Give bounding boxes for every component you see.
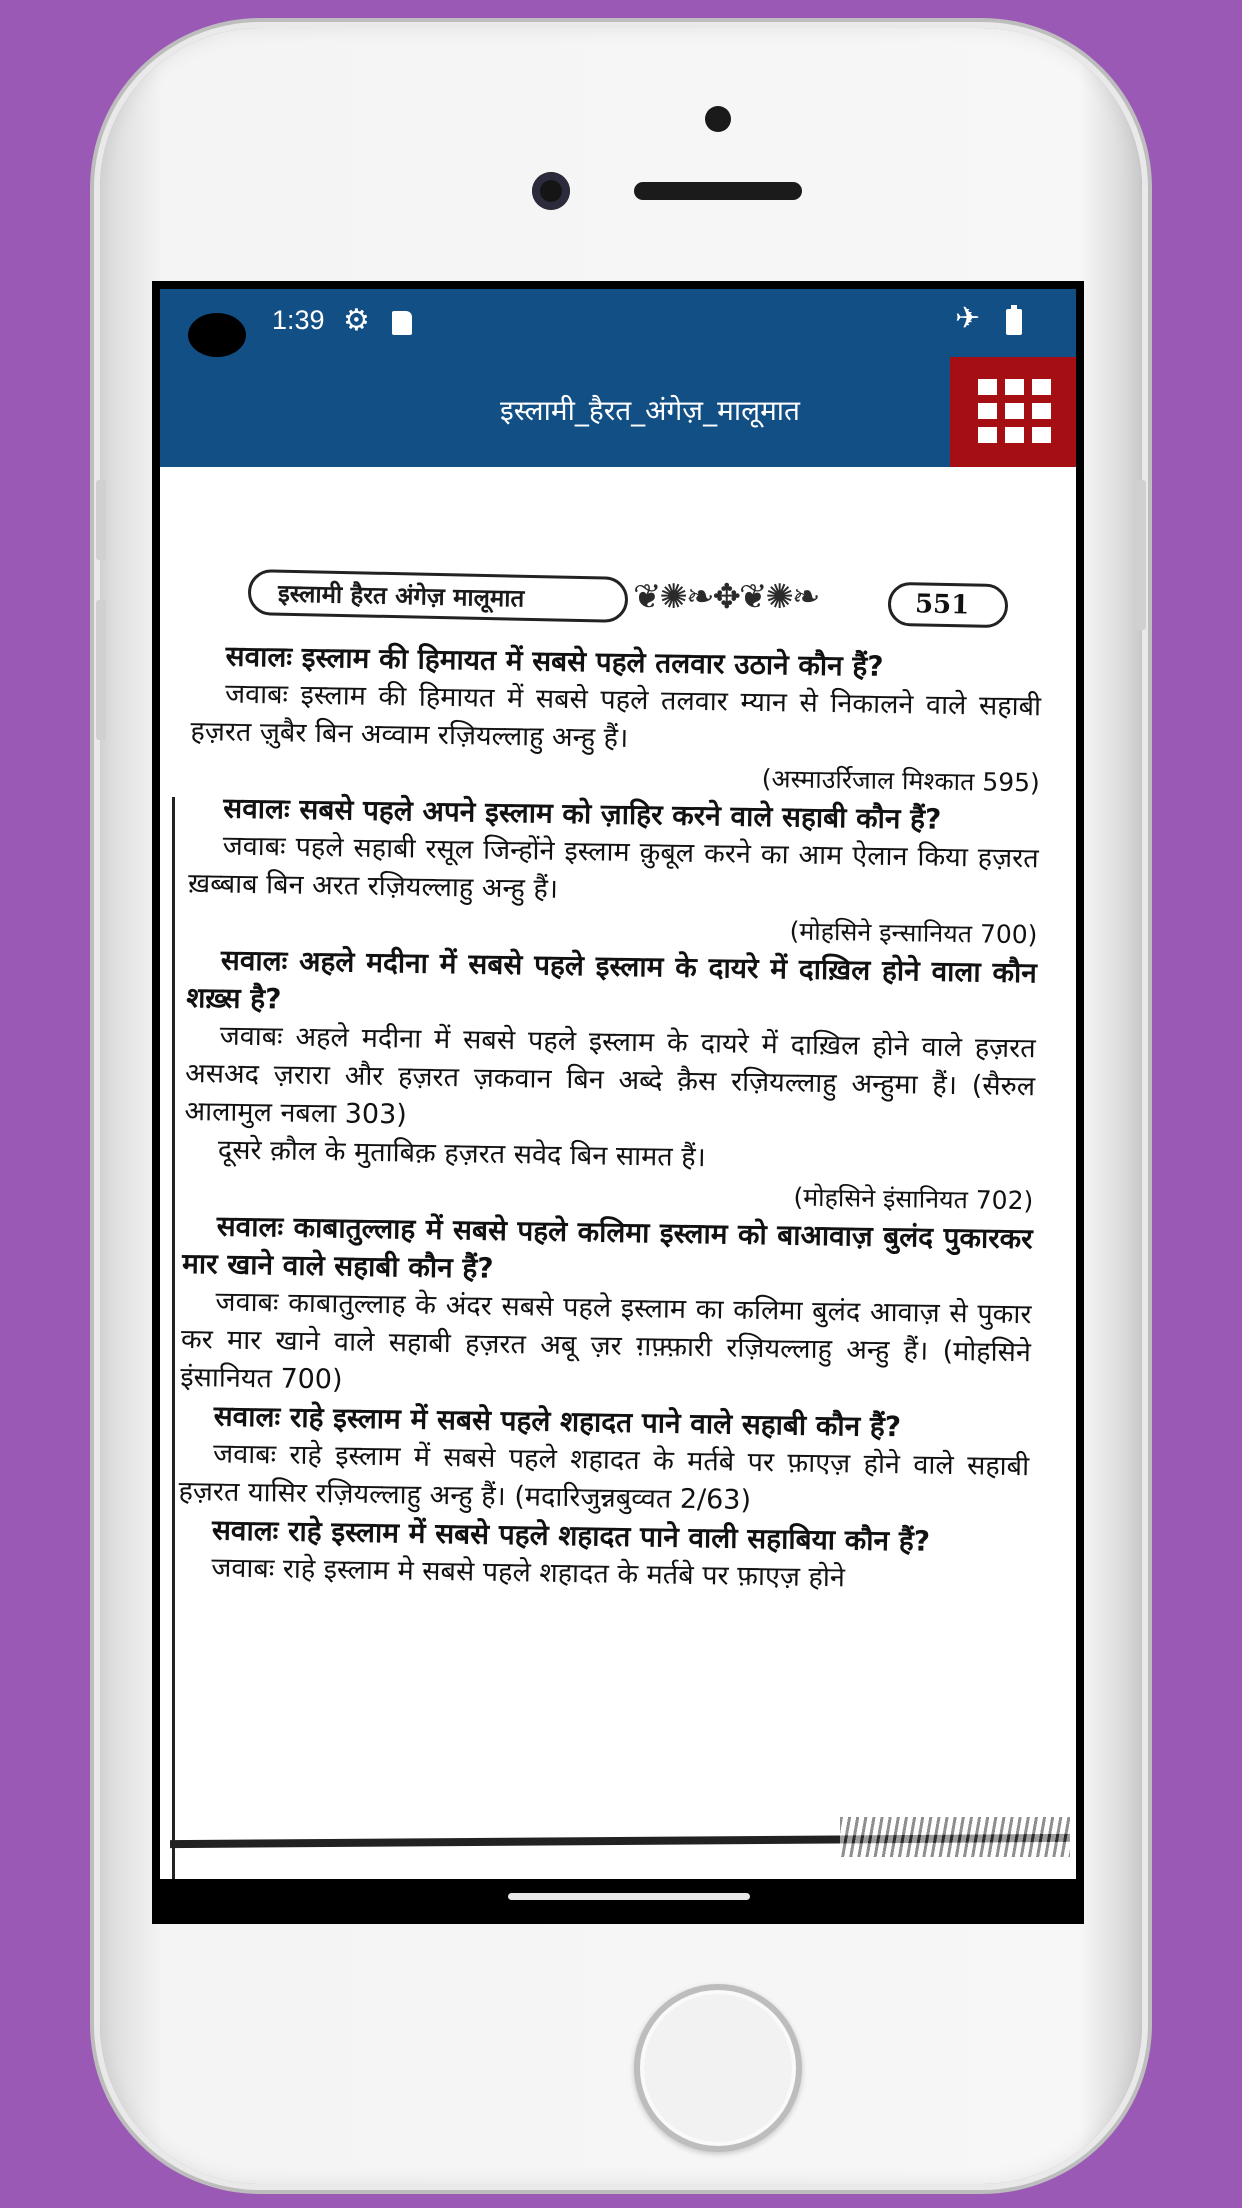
status-bar bbox=[160, 289, 1076, 357]
navigation-bar bbox=[160, 1879, 1076, 1916]
power-button bbox=[1136, 480, 1146, 630]
page-number: 551 bbox=[914, 589, 970, 621]
sd-card-icon bbox=[392, 311, 412, 335]
scanned-page bbox=[160, 467, 1076, 1879]
gesture-handle[interactable] bbox=[508, 1893, 750, 1900]
grid-menu-button[interactable] bbox=[950, 357, 1076, 467]
answer-paragraph: जवाबः राहे इस्लाम में सबसे पहले शहादत के मर्तबे पर फ़ाएज़ होने वाले सहाबी हज़रत यासिर रज़ियल्लाहु अन्हु हैं। (मदारिजुन्नबुव्वत 2/63) bbox=[178, 1438, 1030, 1516]
page-number-frame bbox=[888, 582, 1009, 629]
question-paragraph: सवालः सबसे पहले अपने इस्लाम को ज़ाहिर करने वाले सहाबी कौन हैं? bbox=[223, 791, 942, 836]
answer-paragraph: जवाबः राहे इस्लाम मे सबसे पहले शहादत के मर्तबे पर फ़ाएज़ होने bbox=[211, 1552, 846, 1594]
home-button[interactable] bbox=[634, 1984, 802, 2152]
battery-icon bbox=[1006, 309, 1022, 335]
answer-paragraph: जवाबः अहले मदीना में सबसे पहले इस्लाम के दायरे में दाख़िल होने वाले हज़रत असअद ज़रारा और हज़रत ज़कवान बिन अब्दे क़ैस रज़ियल्लाहु अन्हुमा हैं। (सैरुल आलामुल नबला 303) bbox=[184, 1020, 1036, 1131]
book-page-viewer[interactable] bbox=[160, 467, 1076, 1879]
earpiece-speaker bbox=[634, 182, 802, 200]
front-camera bbox=[532, 172, 570, 210]
volume-up-button bbox=[96, 600, 106, 740]
phone-screen bbox=[152, 281, 1084, 1924]
app-title: इस्लामी_हैरत_अंगेज़_मालूमात bbox=[500, 394, 801, 427]
airplane-mode-icon: ✈ bbox=[955, 301, 981, 336]
app-bar bbox=[160, 357, 1076, 467]
scan-artifact bbox=[840, 1817, 1070, 1857]
answer-paragraph: जवाबः काबातुल्लाह के अंदर सबसे पहले इस्लाम का कलिमा बुलंद आवाज़ से पुकार कर मार खाने वाले सहाबी हज़रत अबू ज़र ग़फ़्फ़ारी रज़ियल्लाहु अन्हु हैं। (मोहसिने इंसानियत 700) bbox=[180, 1286, 1032, 1396]
settings-gear-icon: ⚙ bbox=[343, 303, 370, 338]
question-paragraph: सवालः राहे इस्लाम में सबसे पहले शहादत पाने वाली सहाबिया कौन हैं? bbox=[211, 1513, 931, 1558]
answer-paragraph: जवाबः इस्लाम की हिमायत में सबसे पहले तलवार म्यान से निकालने वाले सहाबी हज़रत ज़ुबैर बिन अव्वाम रज़ियल्लाहु अन्हु हैं। bbox=[190, 678, 1042, 754]
proximity-sensor bbox=[705, 106, 731, 132]
question-paragraph: सवालः काबातुल्लाह में सबसे पहले कलिमा इस्लाम को बाआवाज़ बुलंद पुकारकर मार खाने वाले सहाबी कौन हैं? bbox=[181, 1209, 1033, 1285]
page-edge-line bbox=[172, 797, 175, 1879]
grid-menu-icon bbox=[978, 379, 1052, 443]
mute-switch bbox=[96, 480, 106, 560]
page-header-title: इस्लामी हैरत अंगेज़ मालूमात bbox=[277, 579, 525, 613]
answer-paragraph: दूसरे क़ौल के मुताबिक़ हज़रत सवेद बिन सामत हैं। bbox=[217, 1134, 707, 1174]
page-text bbox=[177, 637, 1042, 1600]
camera-cutout bbox=[188, 313, 246, 357]
reference-citation: (मोहसिने इन्सानियत 700) bbox=[789, 916, 1038, 950]
reference-citation: (मोहसिने इंसानियत 702) bbox=[793, 1182, 1034, 1216]
question-paragraph: सवालः इस्लाम की हिमायत में सबसे पहले तलवार उठाने कौन हैं? bbox=[225, 639, 884, 683]
reference-citation: (अस्माउर्रिजाल मिश्कात 595) bbox=[761, 763, 1041, 798]
question-paragraph: सवालः राहे इस्लाम में सबसे पहले शहादत पाने वाले सहाबी कौन हैं? bbox=[213, 1399, 902, 1444]
page-header bbox=[208, 567, 1028, 627]
decorative-ornament-icon: ❦✺❧✥❦✺❧ bbox=[633, 577, 819, 617]
status-time: 1:39 bbox=[272, 305, 325, 335]
question-paragraph: सवालः अहले मदीना में सबसे पहले इस्लाम के दायरे में दाख़िल होने वाला कौन शख़्स है? bbox=[186, 943, 1038, 1016]
answer-paragraph: जवाबः पहले सहाबी रसूल जिन्होंने इस्लाम क़ुबूल करने का आम ऐलान किया हज़रत ख़ब्बाब बिन अरत रज़ियल्लाहु अन्हु हैं। bbox=[187, 830, 1039, 905]
